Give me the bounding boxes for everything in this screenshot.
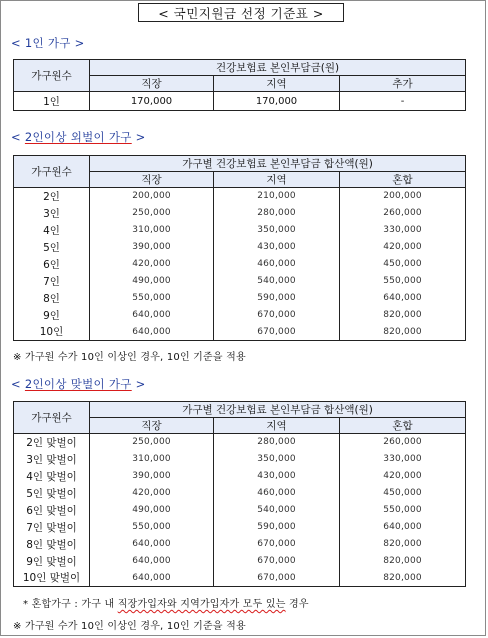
cell-workplace: 310,000 xyxy=(90,222,214,239)
cell-regional: 210,000 xyxy=(214,188,340,205)
row-label: 6인 맞벌이 xyxy=(14,502,90,519)
table-row xyxy=(14,92,466,111)
cell-regional: 540,000 xyxy=(214,502,340,519)
table-row xyxy=(14,290,466,307)
table-row xyxy=(14,536,466,553)
cell-mixed: 450,000 xyxy=(340,256,466,273)
cell-regional: 590,000 xyxy=(214,290,340,307)
cell-regional: 350,000 xyxy=(214,451,340,468)
cell-workplace: 490,000 xyxy=(90,273,214,290)
cell-mixed: 640,000 xyxy=(340,519,466,536)
col-mixed: 혼합 xyxy=(340,418,466,434)
row-label: 2인 xyxy=(14,188,90,205)
table-row xyxy=(14,188,466,205)
row-label: 1인 xyxy=(14,92,90,111)
row-label: 5인 xyxy=(14,239,90,256)
cell-workplace: 640,000 xyxy=(90,570,214,587)
section-2-heading: < 2인이상 외벌이 가구 > xyxy=(11,130,146,144)
single-earner-table xyxy=(13,155,466,341)
cell-mixed: 820,000 xyxy=(340,570,466,587)
col-group-premium-sum: 가구별 건강보험료 본인부담금 합산액(원) xyxy=(90,402,466,418)
row-label: 4인 맞벌이 xyxy=(14,468,90,485)
col-regional: 지역 xyxy=(214,172,340,188)
col-household-size: 가구원수 xyxy=(14,60,90,92)
col-regional: 지역 xyxy=(214,418,340,434)
row-label: 5인 맞벌이 xyxy=(14,485,90,502)
cell-regional: 590,000 xyxy=(214,519,340,536)
table-row xyxy=(14,307,466,324)
cell-regional: 280,000 xyxy=(214,434,340,451)
cell-mixed: 550,000 xyxy=(340,502,466,519)
single-earner-note: ※ 가구원 수가 10인 이상인 경우, 10인 기준을 적용 xyxy=(13,352,246,363)
cell-mixed: 820,000 xyxy=(340,536,466,553)
row-label: 9인 맞벌이 xyxy=(14,553,90,570)
cell-regional: 670,000 xyxy=(214,324,340,341)
cell-mixed: 420,000 xyxy=(340,468,466,485)
cell-mixed: 450,000 xyxy=(340,485,466,502)
row-label: 4인 xyxy=(14,222,90,239)
table-row xyxy=(14,553,466,570)
dual-earner-note: ※ 가구원 수가 10인 이상인 경우, 10인 기준을 적용 xyxy=(13,621,246,632)
cell-regional: 430,000 xyxy=(214,239,340,256)
table-row xyxy=(14,324,466,341)
cell-workplace: 200,000 xyxy=(90,188,214,205)
cell-mixed: 260,000 xyxy=(340,205,466,222)
cell-workplace: 550,000 xyxy=(90,519,214,536)
cell-workplace: 250,000 xyxy=(90,205,214,222)
col-workplace: 직장 xyxy=(90,76,214,92)
row-label: 8인 xyxy=(14,290,90,307)
dual-earner-table xyxy=(13,401,466,587)
table-row xyxy=(14,273,466,290)
col-workplace: 직장 xyxy=(90,418,214,434)
cell-mixed: 260,000 xyxy=(340,434,466,451)
dual-earner-rows xyxy=(14,434,466,587)
col-additional: 추가 xyxy=(340,76,466,92)
cell-workplace: 640,000 xyxy=(90,324,214,341)
single-household-table xyxy=(13,59,466,111)
cell-workplace: 390,000 xyxy=(90,239,214,256)
row-label: 8인 맞벌이 xyxy=(14,536,90,553)
col-regional: 지역 xyxy=(214,76,340,92)
cell-mixed: 820,000 xyxy=(340,307,466,324)
cell-regional: 540,000 xyxy=(214,273,340,290)
cell-regional: 350,000 xyxy=(214,222,340,239)
cell-workplace: 250,000 xyxy=(90,434,214,451)
page-title: < 국민지원금 선정 기준표 > xyxy=(138,3,344,22)
section-1-heading: < 1인 가구 > xyxy=(11,36,85,50)
col-household-size: 가구원수 xyxy=(14,402,90,434)
cell-regional: 460,000 xyxy=(214,485,340,502)
table-row xyxy=(14,502,466,519)
table-row xyxy=(14,222,466,239)
cell-regional: 460,000 xyxy=(214,256,340,273)
section-3-heading: < 2인이상 맞벌이 가구 > xyxy=(11,377,146,391)
cell-mixed: 820,000 xyxy=(340,553,466,570)
cell-mixed: 420,000 xyxy=(340,239,466,256)
cell-workplace: 420,000 xyxy=(90,485,214,502)
cell-mixed: 330,000 xyxy=(340,451,466,468)
row-label: 10인 xyxy=(14,324,90,341)
cell-workplace: 640,000 xyxy=(90,553,214,570)
row-label: 7인 맞벌이 xyxy=(14,519,90,536)
cell-workplace: 310,000 xyxy=(90,451,214,468)
row-label: 2인 맞벌이 xyxy=(14,434,90,451)
cell-mixed: 330,000 xyxy=(340,222,466,239)
table-row xyxy=(14,239,466,256)
row-label: 9인 xyxy=(14,307,90,324)
cell-mixed: 550,000 xyxy=(340,273,466,290)
cell-workplace: 170,000 xyxy=(90,92,214,111)
cell-regional: 670,000 xyxy=(214,536,340,553)
table-row xyxy=(14,570,466,587)
cell-mixed: 200,000 xyxy=(340,188,466,205)
row-label: 10인 맞벌이 xyxy=(14,570,90,587)
row-label: 7인 xyxy=(14,273,90,290)
cell-mixed: 640,000 xyxy=(340,290,466,307)
cell-additional: - xyxy=(340,92,466,111)
cell-workplace: 490,000 xyxy=(90,502,214,519)
cell-workplace: 390,000 xyxy=(90,468,214,485)
row-label: 6인 xyxy=(14,256,90,273)
table-row xyxy=(14,485,466,502)
table-row xyxy=(14,256,466,273)
col-group-premium-sum: 가구별 건강보험료 본인부담금 합산액(원) xyxy=(90,156,466,172)
cell-regional: 670,000 xyxy=(214,570,340,587)
cell-mixed: 820,000 xyxy=(340,324,466,341)
table-row xyxy=(14,451,466,468)
cell-workplace: 640,000 xyxy=(90,536,214,553)
cell-regional: 430,000 xyxy=(214,468,340,485)
table-row xyxy=(14,468,466,485)
row-label: 3인 xyxy=(14,205,90,222)
col-workplace: 직장 xyxy=(90,172,214,188)
row-label: 3인 맞벌이 xyxy=(14,451,90,468)
cell-regional: 670,000 xyxy=(214,307,340,324)
table-row xyxy=(14,205,466,222)
cell-regional: 670,000 xyxy=(214,553,340,570)
single-earner-rows xyxy=(14,188,466,341)
cell-workplace: 420,000 xyxy=(90,256,214,273)
col-mixed: 혼합 xyxy=(340,172,466,188)
cell-regional: 280,000 xyxy=(214,205,340,222)
cell-regional: 170,000 xyxy=(214,92,340,111)
col-group-premium: 건강보험료 본인부담금(원) xyxy=(90,60,466,76)
table-row xyxy=(14,519,466,536)
mixed-household-note: * 혼합가구 : 가구 내 직장가입자와 지역가입자가 모두 있는 경우 xyxy=(23,599,309,610)
table-row xyxy=(14,434,466,451)
cell-workplace: 550,000 xyxy=(90,290,214,307)
col-household-size: 가구원수 xyxy=(14,156,90,188)
cell-workplace: 640,000 xyxy=(90,307,214,324)
